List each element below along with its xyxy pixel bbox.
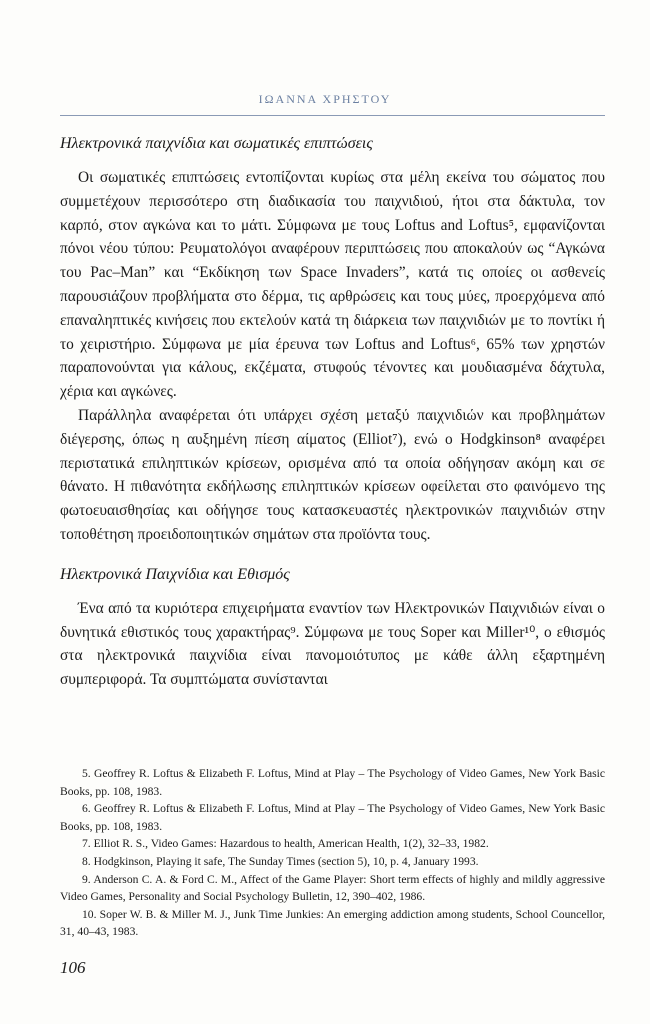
paragraph: Οι σωματικές επιπτώσεις εντοπίζονται κυρίως στα μέλη εκείνα του σώματος που συμμετέχουν περισσότερο στη διαδικασία του παιχνιδιού, ήτοι στα δάκτυλα, τον καρπό, στον αγκώνα και το μάτι. Σύμφωνα με τους Loftus and Loftus⁵, εμφανίζονται πόνοι νέου τύπου: Ρευματολόγοι αναφέρουν περιπτώσεις που αποκαλούν ως “Αγκώνα του Pac–Man” και “Εκδίκηση των Space Invaders”, κατά τις οποίες οι ασθενείς παρουσιάζουν προβλήματα στο δέρμα, τις αρθρώσεις και τους μύες, προερχόμενα από επαναληπτικές κινήσεις που εκτελούν κατά τη διάρκεια των παιχνιδιών με το ποντίκι ή το χειριστήριο. Σύμφωνα με μία έρευνα των Loftus and Loftus⁶, 65% των χρηστών παραπονούνται για κάλους, εκζέματα, στυφούς τένοντες και μουδιασμένα δάχτυλα, χέρια και αγκώνες. — [60, 169, 605, 401]
section-title: Ηλεκτρονικά παιχνίδια και σωματικές επιπτώσεις — [60, 135, 373, 152]
paragraph: Παράλληλα αναφέρεται ότι υπάρχει σχέση μεταξύ παιχνιδιών και προβλημάτων διέγερσης, όπως η αυξημένη πίεση αίματος (Elliot⁷), ενώ ο Hodgkinson⁸ αναφέρει περιστατικά επιληπτικών κρίσεων, ορισμένα από τα οποία οδήγησαν ακόμη και σε θάνατο. Η πιθανότητα εκδήλωσης επιληπτικών κρίσεων οφείλεται στο φαινόμενο της φωτοευαισθησίας και οδήγησε τους κατασκευαστές ηλεκτρονικών παιχνιδιών στην τοποθέτηση προειδοποιητικών σημάτων στα προϊόντα τους. — [60, 406, 605, 543]
paragraph: Ένα από τα κυριότερα επιχειρήματα εναντίον των Ηλεκτρονικών Παιχνιδιών είναι ο δυνητικά εθιστικός τους χαρακτήρας⁹. Σύμφωνα με τους Soper και Miller¹⁰, ο εθισμός στα ηλεκτρονικά παιχνίδια είναι πανομοιότυπος με κάθε άλλη εξαρτημένη συμπεριφορά. Τα συμπτώματα συνίστανται — [60, 599, 605, 689]
footnotes — [60, 765, 605, 941]
footnote: 9. Anderson C. A. & Ford C. M., Affect of the Game Player: Short term effects of highly and mildly aggressive Video Games, Personality and Social Psychology Bulletin, 12, 390–402, 1986. — [60, 872, 605, 904]
footnote: 5. Geoffrey R. Loftus & Elizabeth F. Loftus, Mind at Play – The Psychology of Video Games, New York Basic Books, pp. 108, 1983. — [60, 767, 605, 798]
footnote: 10. Soper W. B. & Miller M. J., Junk Time Junkies: An emerging addiction among students, School Councellor, 31, 40–43, 1983. — [60, 907, 605, 939]
header-rule — [60, 115, 605, 116]
running-head: ΙΩΑΝΝΑ ΧΡΗΣΤΟΥ — [258, 92, 392, 106]
section-title: Ηλεκτρονικά Παιχνίδια και Εθισμός — [60, 565, 290, 583]
page-number: 106 — [60, 958, 86, 977]
footnote: 7. Elliot R. S., Video Games: Hazardous to health, American Health, 1(2), 32–33, 1982. — [82, 837, 489, 851]
footnote: 6. Geoffrey R. Loftus & Elizabeth F. Loftus, Mind at Play – The Psychology of Video Games, New York Basic Books, pp. 108, 1983. — [60, 802, 605, 833]
footnote: 8. Hodgkinson, Playing it safe, The Sunday Times (section 5), 10, p. 4, January 1993. — [82, 854, 479, 868]
body-text — [60, 126, 605, 692]
